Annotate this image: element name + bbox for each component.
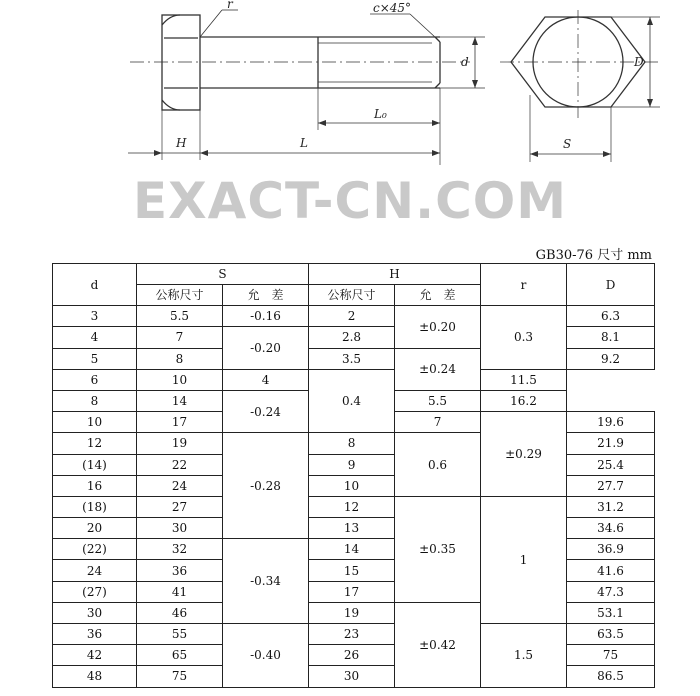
cell-s-nominal: 10: [137, 369, 223, 390]
header-h: H: [309, 264, 481, 285]
cell-D: 63.5: [567, 624, 655, 645]
header-h-tolerance: 允 差: [395, 285, 481, 306]
cell-d: 4: [53, 327, 137, 348]
cell-s-tolerance: -0.34: [223, 539, 309, 624]
table-row: [53, 496, 655, 517]
cell-h-nominal: 7: [395, 412, 481, 433]
label-l0: L₀: [374, 107, 387, 121]
header-s-nominal: 公称尺寸: [137, 285, 223, 306]
cell-d: (18): [53, 496, 137, 517]
cell-s-nominal: 7: [137, 327, 223, 348]
cell-s-nominal: 32: [137, 539, 223, 560]
cell-D: 27.7: [567, 475, 655, 496]
standard-note: GB30-76 尺寸 mm: [535, 248, 652, 263]
cell-D: 75: [567, 645, 655, 666]
header-s-tolerance: 允 差: [223, 285, 309, 306]
table-row: [53, 306, 655, 327]
cell-s-tolerance: -0.24: [223, 390, 309, 432]
header-s: S: [137, 264, 309, 285]
label-h: H: [176, 136, 187, 150]
cell-d: 12: [53, 433, 137, 454]
cell-s-nominal: 17: [137, 412, 223, 433]
cell-s-tolerance: -0.40: [223, 624, 309, 688]
cell-D: 11.5: [481, 369, 567, 390]
label-D: D: [634, 55, 644, 69]
cell-d: 3: [53, 306, 137, 327]
cell-h-nominal: 2: [309, 306, 395, 327]
cell-D: 25.4: [567, 454, 655, 475]
cell-D: 53.1: [567, 602, 655, 623]
cell-D: 21.9: [567, 433, 655, 454]
cell-h-tolerance: ±0.42: [395, 602, 481, 687]
cell-h-nominal: 2.8: [309, 327, 395, 348]
cell-D: 36.9: [567, 539, 655, 560]
cell-D: 19.6: [567, 412, 655, 433]
cell-d: (14): [53, 454, 137, 475]
cell-h-tolerance: ±0.29: [481, 412, 567, 497]
header-r: r: [481, 264, 567, 306]
cell-s-nominal: 24: [137, 475, 223, 496]
cell-h-nominal: 8: [309, 433, 395, 454]
cell-s-tolerance: -0.28: [223, 433, 309, 539]
cell-d: (27): [53, 581, 137, 602]
cell-r: 0.3: [481, 306, 567, 370]
cell-s-tolerance: -0.20: [223, 327, 309, 369]
table-body: [53, 306, 655, 687]
cell-D: 6.3: [567, 306, 655, 327]
label-l: L: [300, 136, 308, 150]
cell-s-nominal: 36: [137, 560, 223, 581]
cell-s-nominal: 27: [137, 496, 223, 517]
cell-h-nominal: 9: [309, 454, 395, 475]
cell-D: 41.6: [567, 560, 655, 581]
cell-r: 0.4: [309, 369, 395, 433]
cell-D: 31.2: [567, 496, 655, 517]
cell-h-nominal: 4: [223, 369, 309, 390]
header-D: D: [567, 264, 655, 306]
cell-s-nominal: 22: [137, 454, 223, 475]
table-row: [53, 369, 655, 390]
label-r: r: [227, 0, 233, 11]
cell-h-nominal: 15: [309, 560, 395, 581]
table-row: [53, 624, 655, 645]
dimension-table: [52, 263, 655, 688]
cell-h-nominal: 3.5: [309, 348, 395, 369]
cell-r: 1: [481, 496, 567, 623]
cell-d: 30: [53, 602, 137, 623]
cell-D: 8.1: [567, 327, 655, 348]
header-h-nominal: 公称尺寸: [309, 285, 395, 306]
cell-d: 16: [53, 475, 137, 496]
cell-h-nominal: 13: [309, 518, 395, 539]
cell-r: 1.5: [481, 624, 567, 688]
cell-d: 6: [53, 369, 137, 390]
cell-h-nominal: 12: [309, 496, 395, 517]
cell-D: 9.2: [567, 348, 655, 369]
label-d: d: [461, 55, 469, 69]
cell-D: 16.2: [481, 390, 567, 411]
watermark: EXACT-CN.COM: [132, 172, 568, 230]
label-chamfer: c×45°: [373, 1, 412, 15]
cell-s-nominal: 41: [137, 581, 223, 602]
cell-d: 42: [53, 645, 137, 666]
cell-D: 86.5: [567, 666, 655, 687]
cell-d: (22): [53, 539, 137, 560]
cell-s-nominal: 30: [137, 518, 223, 539]
cell-D: 47.3: [567, 581, 655, 602]
cell-h-nominal: 30: [309, 666, 395, 687]
cell-s-nominal: 65: [137, 645, 223, 666]
cell-r: 0.6: [395, 433, 481, 497]
cell-D: 34.6: [567, 518, 655, 539]
cell-d: 10: [53, 412, 137, 433]
cell-d: 20: [53, 518, 137, 539]
cell-d: 36: [53, 624, 137, 645]
cell-s-nominal: 19: [137, 433, 223, 454]
cell-h-nominal: 23: [309, 624, 395, 645]
cell-s-nominal: 55: [137, 624, 223, 645]
cell-s-nominal: 8: [137, 348, 223, 369]
cell-s-nominal: 46: [137, 602, 223, 623]
cell-d: 8: [53, 390, 137, 411]
cell-s-tolerance: -0.16: [223, 306, 309, 327]
label-s: S: [563, 137, 572, 151]
cell-d: 5: [53, 348, 137, 369]
cell-h-nominal: 26: [309, 645, 395, 666]
cell-h-tolerance: ±0.20: [395, 306, 481, 348]
cell-h-nominal: 10: [309, 475, 395, 496]
bolt-head-side: [162, 15, 200, 110]
cell-d: 24: [53, 560, 137, 581]
cell-h-nominal: 14: [309, 539, 395, 560]
cell-h-nominal: 19: [309, 602, 395, 623]
cell-h-nominal: 17: [309, 581, 395, 602]
cell-h-tolerance: ±0.24: [395, 348, 481, 390]
cell-s-nominal: 75: [137, 666, 223, 687]
cell-h-tolerance: ±0.35: [395, 496, 481, 602]
cell-h-nominal: 5.5: [395, 390, 481, 411]
header-d: d: [53, 264, 137, 306]
cell-s-nominal: 5.5: [137, 306, 223, 327]
cell-s-nominal: 14: [137, 390, 223, 411]
cell-d: 48: [53, 666, 137, 687]
